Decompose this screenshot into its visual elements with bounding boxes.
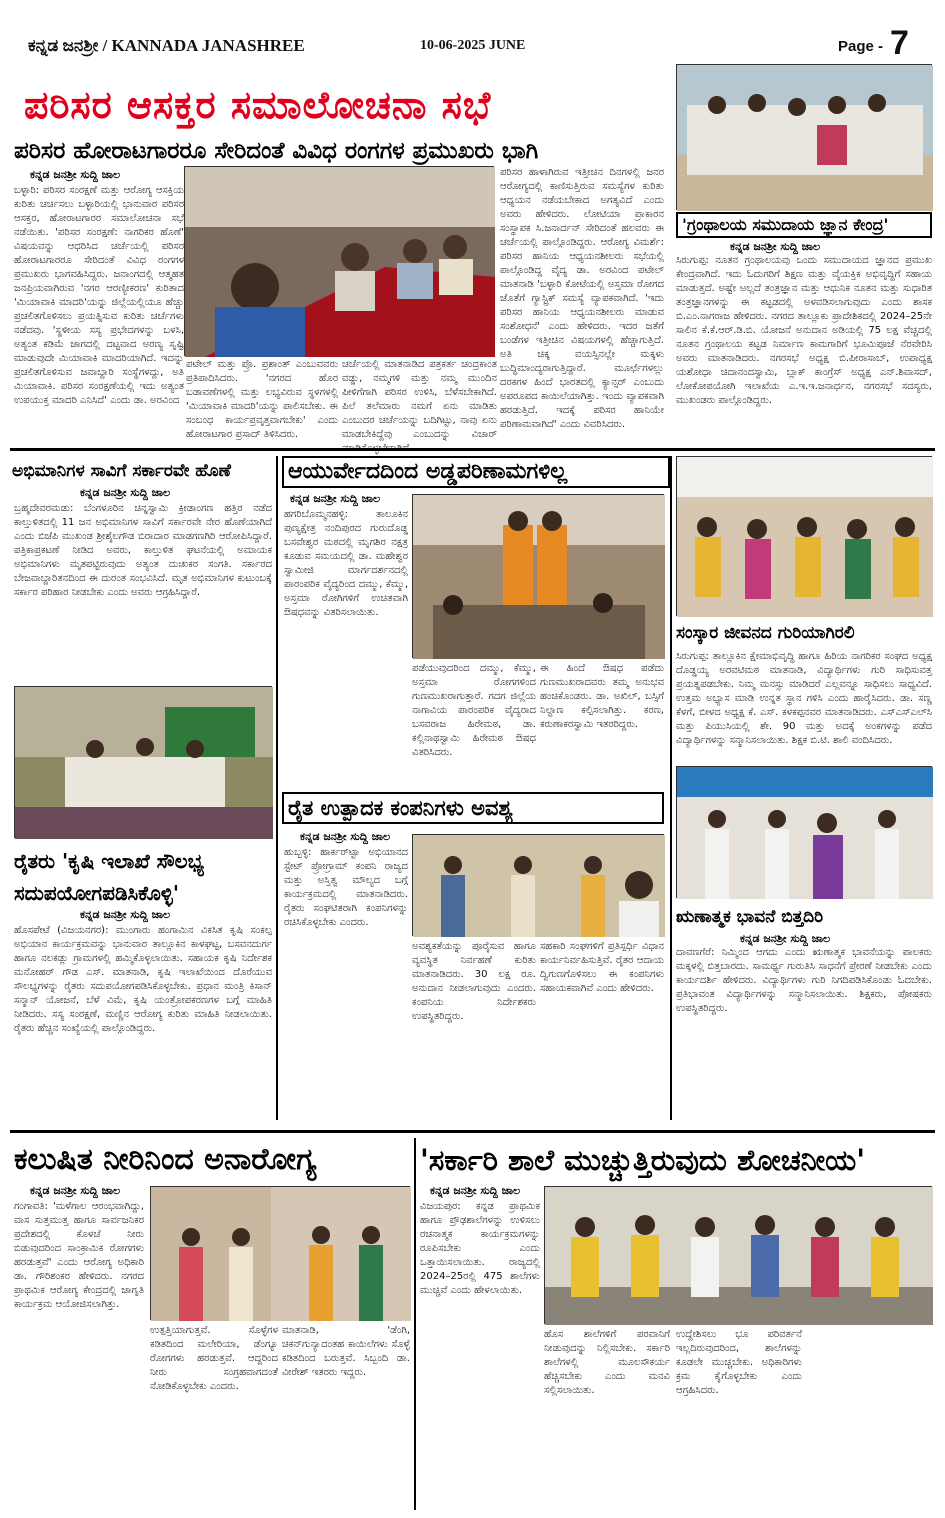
story9-col3: ಮಾತನಾಡಿ, 'ಡೆಂಗಿ, ಚಿಕನ್‌ಗುನ್ಯಾದಂತಹ ಕಾಯಿಲೆಗಳು ಸೊಳ್ಳೆ ಕಡಿತದಿಂದ ಬರುತ್ತವೆ. ಸಿಬ್ಬಂದಿ ಡಾ. ವೀರೇಶ್ ಇತರರು ಇದ್ದರು. xyxy=(282,1325,410,1378)
issue-date: 10-06-2025 JUNE xyxy=(420,38,526,53)
story1-byline: ಕನ್ನಡ ಜನಶ್ರೀ ಸುದ್ದಿ ಜಾಲ xyxy=(30,168,121,181)
story1-title: ಪರಿಸರ ಆಸಕ್ತರ ಸಮಾಲೋಚನಾ ಸಭೆ xyxy=(24,83,492,127)
story6-byline: ಕನ್ನಡ ಜನಶ್ರೀ ಸುದ್ದಿ ಜಾಲ xyxy=(80,908,171,921)
story9-col2: ಉತ್ಪತ್ತಿಯಾಗುತ್ತವೆ. ಸೊಳ್ಳೆಗಳ ಕಡಿತದಿಂದ ಮಲೇರಿಯಾ, ಡೆಂಗ್ಯೂ ರೋಗಗಳು ಹರಡುತ್ತವೆ. ಆದ್ದರಿಂದ ನೀರು ಸಂಗ್ರಹವಾಗದಂತೆ ನೋಡಿಕೊಳ್ಳಬೇಕು ಎಂದರು. xyxy=(150,1325,278,1392)
story1-col3: ಚರ್ಚೆಯಲ್ಲಿ ಮಾತನಾಡಿದ ಪತ್ರಕರ್ತ ಚಂದ್ರಕಾಂತ ವಡ್ಡು, ನಮ್ಮಗಳಿ ಮತ್ತು ನಮ್ಮ ಮುಂದಿನ ಪೀಳಿಗೆಗಾಗಿ ಪರಿಸರ ಉಳಿಸಿ, ಬೆಳೆಸಬೇಕಾಗಿದೆ. ಪಿಲೆ ತಲೆಮಾರು ನಮಗೆ ಏನು ಮಾಡಿತು ಎಂಬುದರ ಚರ್ಚೆಯನ್ನು ಬದಿಗಿಟ್ಟು, ನಾವು ಏನು ಮಾಡಬೇಕಿದ್ದೆವು ಎಂಬುದನ್ನು ವಿಚಾರ್ xyxy=(342,359,497,440)
story2-byline: ಕನ್ನಡ ಜನಶ್ರೀ ಸುದ್ದಿ ಜಾಲ xyxy=(730,240,821,253)
story8-title: ಋಣಾತ್ಮಕ ಭಾವನೆ ಬಿತ್ತದಿರಿ xyxy=(676,907,824,927)
paper-name-kannada: ಕನ್ನಡ ಜನಶ್ರೀ / xyxy=(28,36,108,55)
story4-col2: ಪಡೆಯುವುದರಿಂದ ದಮ್ಮು, ಕೆಮ್ಮು, ಅಸ್ತಮಾ ರೋಗಗಳಿಂದ ಗುಣಮುಖರಾಗುತ್ತಾರೆ. ಗದಗ ಜಿಲ್ಲೆಯ ನಾಗಾವಿಯ ಪಾರಂಪರಿಕ ವೈದ್ಯರಾದ ಬಸವರಾಜ ಹಿರೇಮಠ, ಡಾ. ಕಲ್ಲಿನಾಥಸ್ವಾಮಿ ಹಿರೇಮಠ ಔಷಧ ವಿತರಿಸಿದರು. xyxy=(412,663,536,758)
divider-col-bottom xyxy=(414,1138,416,1510)
story4-byline: ಕನ್ನಡ ಜನಶ್ರೀ ಸುದ್ದಿ ಜಾಲ xyxy=(290,492,381,505)
story7-title-box xyxy=(282,792,664,824)
divider-row3 xyxy=(10,1130,935,1133)
story8-text: ದಾವಣಗೆರೆ: ನಿಮ್ಮಿಂದ ಆಗದು ಎಂದು ಋಣಾತ್ಮಕ ಭಾವನೆಯನ್ನು ಪಾಲಕರು ಮಕ್ಕಳಲ್ಲಿ ಬಿತ್ತಬಾರದು. ಸಾಮರ್ಥ್ಯ ಗುರುತಿಸಿ ಸಾಧನೆಗೆ ಪ್ರೇರಣೆ ನೀಡಬೇಕು ಎಂದು ಕಾರ್ಯದರ್ಶಿ ಹೇಳಿದರು. ವಿದ್ಯಾರ್ಥಿಗಳು ಗುರಿ ನಿಗದಿಪಡಿಸಿಕೊಂಡು ಓದಬೇಕು. ಪ್ರತಿಭಾವಂತ ವಿದ್ಯಾರ್ಥಿಗಳನ್ನು ಸನ್ಮಾನಿಸಲಾಯಿತು. ಶಿಕ್ಷಕರು, ಪೋಷಕರು ಉಪಸ್ಥಿತರಿದ್ದರು. xyxy=(676,947,932,1014)
story3-title: ಅಭಿಮಾನಿಗಳ ಸಾವಿಗೆ ಸರ್ಕಾರವೇ ಹೊಣೆ xyxy=(12,461,231,481)
story7-photo xyxy=(412,834,664,936)
story2-title-box xyxy=(676,212,932,238)
story6-photo xyxy=(14,686,272,838)
story10-photo xyxy=(544,1186,932,1324)
story9-title: ಕಲುಷಿತ ನೀರಿನಿಂದ ಅನಾರೋಗ್ಯ xyxy=(14,1142,317,1177)
story1-col4: ಪರಿಸರ ಹಾಳಾಗಿರುವ ಇತ್ತೀಚಿನ ದಿನಗಳಲ್ಲಿ ಜನರ ಆರೋಗ್ಯದಲ್ಲಿ ಕಾಣಿಸುತ್ತಿರುವ ಸಮಸ್ಯೆಗಳ ಕುರಿತು ಆಧ್ಯಯನ ನಡೆಯಬೇಕಾದ ಅಗತ್ಯವಿದೆ ಎಂದು ಅವರು ಹೇಳಿದರು. ಲೋಟಿಯಾ ಪ್ರಾಕಾರನ ಸಂಸ್ಥಾಪಕ ಸಿ.ಜನಾರ್ದನ್ ಸೇರಿದಂತೆ ಹಲವರು ಈ ಚರ್ಚೆಯಲ್ಲಿ ಪಾಲ್ಗೊಂಡಿದ್ದರು. ಆರೋಗ್ಯ ವಿಮರ್ಶೆ: ಪರಿಸರ ಹಾನಿಯ ಆಧ್ಯಯನಶೀಲರು ಸಭೆಯಲ್ಲಿ ಪಾಲ್ಗೊಂಡಿದ್ದ ವೈದ್ಯ ಡಾ. ಅರವಿಂದ ಪಟೇಲ್ ಮಾತನಾಡಿ 'ಬಳ್ಳಾರಿ ಕೋಟೆಯಲ್ಲಿ ಅಸ್ತಮಾ ರೋಗದ ಜೊತೆಗೆ ಗ್ಯಾಸ್ಟ್ರಿಕ್ ಸಮಸ್ಯೆ ವ್ಯಾಪಕವಾಗಿದೆ. 'ಇದು ಪರಿಸರ ಹಾನಿಯ ಆಧ್ಯಯನಶೀಲರು ಮಾಡುವ ಸಂಶೋಧನೆ' ಎಂದು ಹೇಳಿದರು. ಇದರ ಜತೆಗೆ ಬಂಡೆಗಳ ಇತ್ತೀಚಿನ ವಿಷಯಗಳಲ್ಲಿ ಹೆಚ್ಚಾಗುತ್ತಿದೆ. ಅತಿ ಚಿಕ್ಕ ವಯಸ್ಸಿನಲ್ಲೇ ಮಕ್ಕಳು ಬುದ್ಧಿಮಾಂದ್ಯರಾಗುತ್ತಿದ್ದಾರೆ. ಮೂರ್ಛೆಗಳಲ್ಲು ದರಕಗಳ ಹಿಂದೆ ಭಾರತದಲ್ಲಿ ಕ್ಯಾನ್ಸರ್ ಎಂಬುದು ಅಪರೂಪದ ಕಾಯಿಲೆಯಾಗಿತ್ತು. ಇಂದು ವ್ಯಾಪಕವಾಗಿ ಹರಡುತ್ತಿದೆ. ಇದಕ್ಕೆ ಪರಿಸರ ಹಾನಿಯೇ ಪರಿಣಾಮವಾಗಿದೆ' ಎಂದು ವಿವರಿಸಿದರು. xyxy=(500,167,664,430)
story1-col2: ಪಟೇಲ್ ಮತ್ತು ಪ್ರೊ. ಪ್ರಶಾಂತ್ ಎಂಬುವವರು ಪ್ರತಿಪಾದಿಸಿದರು. 'ನಗರದ ಹೊರ ಬಡಾವಣೆಗಳಲ್ಲಿ ಮತ್ತು ಲಭ್ಯವಿರುವ ಸ್ಥಳಗಳಲ್ಲಿ 'ಮಿಯಾವಾಕಿ ಮಾದರಿ'ಯನ್ನು ಪಾಲಿಸಬೇಕು. ಈ ಸಂಬಂಧ ಕಾರ್ಯಪ್ರವೃತ್ತವಾಗಬೇಕು' ಎಂದು ಹೋರಾಟಗಾರ ಪ್ರಸಾದ್ ತಿಳಿಸಿದರು. xyxy=(186,359,338,440)
page-label: Page - xyxy=(838,38,884,55)
story2-title: 'ಗ್ರಂಥಾಲಯ ಸಮುದಾಯ ಜ್ಞಾನ ಕೇಂದ್ರ' xyxy=(682,215,889,234)
story7-title: ರೈತ ಉತ್ಪಾದಕ ಕಂಪನಿಗಳು ಅವಶ್ಯ xyxy=(288,796,513,820)
story2-photo xyxy=(676,64,932,210)
story2-text: ಸಿರುಗುಪ್ಪ: ನೂತನ ಗ್ರಂಥಾಲಯವು ಒಂದು ಸಮುದಾಯದ ಜ್ಞಾನದ ಪ್ರಮುಖ ಕೇಂದ್ರವಾಗಿದೆ. ಇದು ಓದುಗರಿಗೆ ಶಿಕ್ಷಣ ಮತ್ತು ವೈಯಕ್ತಿಕ ಅಭಿವೃದ್ಧಿಗೆ ಸಹಾಯ ಮಾಡುತ್ತದೆ. ಅಷ್ಟೇ ಅಲ್ಲದೆ ತಂತ್ರಜ್ಞಾನ ಮತ್ತು ಆಧುನಿಕ ನೂತನ ಮತ್ತು ಸುಧಾರಿತ ತಂತ್ರಜ್ಞಾನಗಳನ್ನು ಈ ಕಟ್ಟಡದಲ್ಲಿ ಅಳವಡಿಸಲಾಗುವುದು ಎಂದು ಶಾಸಕ ಬಿ.ಎಂ.ನಾಗರಾಜ ಹೇಳಿದರು. ನಗರದ ತಾಲ್ಲೂಕು ಪ್ರಾದೇಶಿಕದಲ್ಲಿ 2024–25ನೇ ಸಾಲಿನ ಕೆ.ಕೆ.ಆರ್.ಡಿ.ಬಿ. ಯೋಜನೆ ಅನುದಾನ ಅಡಿಯಲ್ಲಿ 75 ಲಕ್ಷ ವೆಚ್ಚದಲ್ಲಿ ನೂತನ ಗ್ರಂಥಾಲಯ ಕಟ್ಟಡ ನಿರ್ಮಾಣ ಕಾಮಗಾರಿಗೆ ಭೂಮಿಪೂಜೆ ನೆರವೇರಿಸಿ ಅವರು ಮಾತನಾಡಿದರು. ನಗರಸಭೆ ಅಧ್ಯಕ್ಷ ಬಿ.ಪೀರಾಸಾಬ್, ಉಪಾಧ್ಯಕ್ಷ ಯಶೋಧಾ ಚಿದಾನಂದಸ್ವಾಮಿ, ಬ್ಲಾಕ್ ಕಾಂಗ್ರೆಸ್ ಅಧ್ಯಕ್ಷ ಎನ್.ಶಿವಾಸದ್, ಲೋಕೋಪಯೋಗಿ ಇಲಾಖೆಯ ಎ.ಇ.ಇ.ಜನಾರ್ಧನ, ನಗರಸಭೆ ಸದಸ್ಯರು, ಮುಖಂಡರು ಪಾಲ್ಗೊಂಡಿದ್ದರು. xyxy=(676,255,932,406)
story6-text: ಹೊಸಪೇಟೆ (ವಿಜಯನಗರ): ಮುಂಗಾರು ಹಂಗಾಮಿನ ವಿಕಸಿತ ಕೃಷಿ ಸಂಕಲ್ಪ ಅಭಿಯಾನ ಕಾರ್ಯಕ್ರಮವನ್ನು ಭಾನುವಾರ ತಾಲ್ಲೂಕಿನ ಕಾಳಘಟ್ಟ, ಬಸವನದುರ್ಗ ಹಾಗೂ ನಲಕಡ್ಲು ಗ್ರಾಮಗಳಲ್ಲಿ ಹಮ್ಮಿಕೊಳ್ಳಲಾಯಿತು. ಸಹಾಯಕ ಕೃಷಿ ನಿರ್ದೇಶಕ ಮನೋಹರ್ ಗೌಡ ಎಸ್. ಮಾತನಾಡಿ, ಕೃಷಿ ಇಲಾಖೆಯಿಂದ ದೊರೆಯುವ ಸೌಲಭ್ಯಗಳನ್ನು ರೈತರು ಸದುಪಯೋಗಪಡಿಸಿಕೊಳ್ಳಬೇಕು. ಪ್ರಧಾನ ಮಂತ್ರಿ ಕಿಸಾನ್ ಸನ್ಮಾನ್ ಯೋಜನೆ, ಬೆಳೆ ವಿಮೆ, ಕೃಷಿ ಯಂತ್ರೋಪಕರಣಗಳ ಬಗ್ಗೆ ಮಾಹಿತಿ ನೀಡಿದರು. ಸಸ್ಯ ಸಂರಕ್ಷಣೆ, ಮಣ್ಣಿನ ಆರೋಗ್ಯ ಕುರಿತು ಮಾಹಿತಿ ನೀಡಲಾಯಿತು. ರೈತರು ಹೆಚ್ಚಿನ ಸಂಖ್ಯೆಯಲ್ಲಿ ಪಾಲ್ಗೊಂಡಿದ್ದರು. xyxy=(14,925,272,1034)
story10-col2: ಹೊಸ ಶಾಲೆಗಳಿಗೆ ಪರವಾನಿಗೆ ನೀಡುವುದನ್ನು ನಿಲ್ಲಿಸಬೇಕು. ಸರ್ಕಾರಿ ಶಾಲೆಗಳಲ್ಲಿ ಮೂಲಸೌಕರ್ಯ ಹೆಚ್ಚಿಸಬೇಕು ಎಂದು ಮನವಿ ಸಲ್ಲಿಸಲಾಯಿತು. xyxy=(544,1329,670,1396)
story5-text: ಸಿರುಗುಪ್ಪ: ತಾಲ್ಲೂಕಿನ ಕ್ಷೇಮಾಭಿವೃದ್ಧಿ ಹಾಗೂ ಹಿರಿಯ ನಾಗರಿಕರ ಸಂಘದ ಅಧ್ಯಕ್ಷ ದೊಡ್ಡಯ್ಯ ಅರವಟಿಮಠ ಮಾತನಾಡಿ, ವಿದ್ಯಾರ್ಥಿಗಳು ಗುರಿ ಸಾಧಿಸುವತ್ತ ಪ್ರಯತ್ನಪಡಬೇಕು. ನಿಮ್ಮ ಮನಸ್ಸು ಮಾಡಿದರೆ ಎಲ್ಲವನ್ನೂ ಸಾಧಿಸಲು ಸಾಧ್ಯವಿದೆ. ಉತ್ತಮ ಅಭ್ಯಾಸ ಮಾಡಿ ಉನ್ನತ ಸ್ಥಾನ ಗಳಿಸಿ ಎಂದು ಹಾರೈಸಿದರು. ಡಾ. ಸಣ್ಣ ಕೆಳಗೆ, ಬೀಳದ ಅಧ್ಯಕ್ಷ ಕೆ. ಎಸ್. ಕಳಕಪ್ಪನವರ ಮಾತನಾಡಿದರು. ಎಸ್ಎಸ್ಎಲ್‌ಸಿ ಮತ್ತು ಪಿಯುಸಿಯಲ್ಲಿ ಶೇ. 90 ಮತ್ತು ಅದಕ್ಕೆ ಅಂಕಗಳನ್ನು ಪಡೆದ ವಿದ್ಯಾರ್ಥಿಗಳನ್ನು ಸನ್ಮಾನಿಸಲಾಯಿತು. ಶಿಕ್ಷಕ ಬಿ.ಟಿ. ಶಾಲಿ ವಂದಿಸಿದರು. xyxy=(676,651,932,746)
story10-title: 'ಸರ್ಕಾರಿ ಶಾಲೆ ಮುಚ್ಚುತ್ತಿರುವುದು ಶೋಚನೀಯ' xyxy=(420,1143,866,1177)
page-number: 7 xyxy=(890,24,909,62)
story9-col1: ಗಂಗಾವತಿ: 'ಮಳೆಗಾಲ ಆರಂಭವಾಗಿದ್ದು, ವಾಸ ಸುತ್ತಮುತ್ತ ಹಾಗೂ ಸಾರ್ವಜನಿಕರ ಪ್ರದೇಶದಲ್ಲಿ ಕೊಳಚೆ ನೀರು ಬಿಡುವುದರಿಂದ ಸಾಂಕ್ರಾಮಿಕ ರೋಗಗಳು ಹರಡುತ್ತವೆ' ಎಂದು ಆರೋಗ್ಯ ಅಧಿಕಾರಿ ಡಾ. ಗೌರಿಶಂಕರ ಹೇಳಿದರು. ನಗರದ ಪ್ರಾಥಮಿಕ ಆರೋಗ್ಯ ಕೇಂದ್ರದಲ್ಲಿ ಜಾಗೃತಿ ಕಾರ್ಯಕ್ರಮ ಆಯೋಜಿಸಲಾಗಿತ್ತು. xyxy=(14,1201,144,1310)
paper-name-english: KANNADA JANASHREE xyxy=(111,36,305,55)
story3-byline: ಕನ್ನಡ ಜನಶ್ರೀ ಸುದ್ದಿ ಜಾಲ xyxy=(80,486,171,499)
story5-photo xyxy=(676,456,932,616)
story9-byline: ಕನ್ನಡ ಜನಶ್ರೀ ಸುದ್ದಿ ಜಾಲ xyxy=(30,1184,121,1197)
story3-text: ಬ್ರಹ್ಮದೇವರಮಡು: ಬೆಂಗಳೂರಿನ ಚಿನ್ನಸ್ವಾಮಿ ಕ್ರೀಡಾಂಗಣ ಹತ್ತಿರ ನಡೆದ ಕಾಲ್ತುಳಿತದಲ್ಲಿ 11 ಜನ ಅಭಿಮಾನಿಗಳ ಸಾವಿಗೆ ಸರ್ಕಾರವೇ ನೇರ ಹೊಣೆಯಾಗಿದೆ ಎಂದು ಬಿಜೆಪಿ ಮುಖಂಡ ಶ್ರೀಶೈಲಗೌಡ ಬಿರಾದಾರ ಮಾಡಗಣಗಿರಿ ಆರೋಪಿಸಿದ್ದಾರೆ. ಪತ್ರಿಕಾಪ್ರಕಟಣೆ ನೀಡಿದ ಅವರು, ಕಾಲ್ತುಳಿತ ಘಟನೆಯಲ್ಲಿ ಅಮಾಯಕ ಅಭಿಮಾನಿಗಳು ಮೃತಪಟ್ಟಿರುವುದು ಅತ್ಯಂತ ದುಃಖಕರ ಸಂಗತಿ. ಸರ್ಕಾರದ ಬೇಜವಾಬ್ದಾರಿತನದಿಂದ ಈ ದುರಂತ ಸಂಭವಿಸಿದೆ. ಮೃತ ಅಭಿಮಾನಿಗಳ ಕುಟುಂಬಕ್ಕೆ ಸರ್ಕಾರ ಪರಿಹಾರ ನೀಡಬೇಕು ಎಂದು ಅವರು ಆಗ್ರಹಿಸಿದ್ದಾರೆ. xyxy=(14,503,272,598)
story10-byline: ಕನ್ನಡ ಜನಶ್ರೀ ಸುದ್ದಿ ಜಾಲ xyxy=(430,1184,521,1197)
divider-col-right xyxy=(670,456,672,1120)
story9-photo xyxy=(150,1186,410,1320)
story7-col1: ಹುಬ್ಬಳ್ಳಿ: ಹಾರ್ಕರ್‌ಟ್ಟಾ ಅಭಿಯಾನದ ಸ್ಟೇಟ್ ಪ್ರೋಗ್ರಾಮ್ ಕಂಪನಿ ರಾಜ್ಯದ ಮತ್ತು ಅಸ್ತಿತ್ವ ಮೌಲ್ಯದ ಬಗ್ಗೆ ಕಾರ್ಯಕ್ರಮದಲ್ಲಿ ಮಾತನಾಡಿದರು. ರೈತರು ಸಂಘಟಿತರಾಗಿ ಕಂಪನಿಗಳನ್ನು ರಚಿಸಿಕೊಳ್ಳಬೇಕು ಎಂದರು. xyxy=(284,847,408,928)
story4-photo xyxy=(412,494,664,658)
story4-col1: ಹಗರಿಬೊಮ್ಮನಹಳ್ಳಿ: ತಾಲೂಕಿನ ಪುಣ್ಯಕ್ಷೇತ್ರ ನಂದಿಪುರದ ಗುರುದೊಡ್ಡ ಬಸವೇಶ್ವರ ಮಠದಲ್ಲಿ ಮೃಗಶಿರ ನಕ್ಷತ್ರ ಕೂಡುವ ಸಮಯದಲ್ಲಿ ಡಾ. ಮಹೇಶ್ವರ ಸ್ವಾಮೀಜಿ ಮಾರ್ಗದರ್ಶನದಲ್ಲಿ ಪಾರಂಪರಿಕ ವೈದ್ಯರಿಂದ ದಮ್ಮು, ಕೆಮ್ಮು, ಅಸ್ತಮಾ ರೋಗಿಗಳಿಗೆ ಉಚಿತವಾಗಿ ಔಷಧವನ್ನು ವಿತರಿಸಲಾಯಿತು. xyxy=(284,509,408,618)
masthead xyxy=(0,0,945,68)
story7-col2: ಅವಶ್ಯಕತೆಯನ್ನು ಪೂರೈಸುವ ಹಾಗೂ ವ್ಯವಸ್ಥಿತ ನಿರ್ವಹಣೆ ಕುರಿತು ಮಾತನಾಡಿದರು. 30 ಲಕ್ಷ ರೂ. ಅನುದಾನ ನೀಡಲಾಗುವುದು ಎಂದರು. ಕಂಪನಿಯ ನಿರ್ದೇಶಕರು ಉಪಸ್ಥಿತರಿದ್ದರು. xyxy=(412,941,536,1022)
divider-row1 xyxy=(10,448,935,451)
story8-photo xyxy=(676,766,932,898)
story4-title: ಆಯುರ್ವೇದದಿಂದ ಅಡ್ಡಪರಿಣಾಮಗಳಿಲ್ಲ xyxy=(288,459,568,484)
story6-title-line2: ಸದುಪಯೋಗಪಡಿಸಿಕೊಳ್ಳಿ' xyxy=(14,881,180,905)
paper-name xyxy=(28,36,305,56)
divider-col-left xyxy=(276,456,278,1120)
story10-col3: ಉದ್ದೇಶಿಸಲು ಭೂ ಪರಿವರ್ತನೆ ಇಲ್ಲದಿರುವುದರಿಂದ, ಶಾಲೆಗಳನ್ನು ಕೂಡಲೇ ಮುಚ್ಚಬೇಕು. ಅಧಿಕಾರಿಗಳು ಕ್ರಮ ಕೈಗೊಳ್ಳಬೇಕು ಎಂದು ಆಗ್ರಹಿಸಿದರು. xyxy=(676,1329,802,1396)
story6-title-line1: ರೈತರು 'ಕೃಷಿ ಇಲಾಖೆ ಸೌಲಭ್ಯ xyxy=(14,849,205,873)
story7-col3: ಸಹಕಾರಿ ಸಂಘಗಳಿಗೆ ಪ್ರತಿಸ್ಪರ್ಧಿ ವಿಧಾನ ಕಾರ್ಯನಿರ್ವಹಿಸುತ್ತಿವೆ. ರೈತರ ಆದಾಯ ದ್ವಿಗುಣಗೊಳಿಸಲು ಈ ಕಂಪನಿಗಳು ಸಹಾಯಕವಾಗಿವೆ ಎಂದು ಹೇಳಿದರು. xyxy=(540,941,664,994)
story1-photo xyxy=(184,166,494,356)
story5-title: ಸಂಸ್ಕಾರ ಜೀವನದ ಗುರಿಯಾಗಿರಲಿ xyxy=(676,623,855,643)
story1-col1: ಬಳ್ಳಾರಿ: ಪರಿಸರ ಸಂರಕ್ಷಣೆ ಮತ್ತು ಆರೋಗ್ಯ ಆಸಕ್ತಿಯ ಕುರಿತು ಚರ್ಚಿಸಲು ಬಳ್ಳಾರಿಯಲ್ಲಿ ಭಾನುವಾರ ಪರಿಸರ ಆಸಕ್ತರ, ಹೋರಾಟಗಾರರ ಸಮಾಲೋಚನಾ ಸಭೆ ನಡೆಯಿತು. 'ಪರಿಸರ ಸಂರಕ್ಷಣೆ: ನಾಗರಿಕರ ಹೊಣೆ' ವಿಷಯವನ್ನು ಆಧರಿಸಿದ ಚರ್ಚೆಯಲ್ಲಿ ಪರಿಸರ ಹೋರಾಟಗಾರರೂ ಸೇರಿದಂತೆ ವಿವಿಧ ರಂಗಗಳ ಪ್ರಮುಖರು ಭಾಗವಹಿಸಿದ್ದರು. ಜನಾಂಗದಲ್ಲಿ ಆತ್ಮಹತ ಜನಪ್ರಿಯವಾಗಿರುವ 'ನಗರ ಆರಣ್ಯೀಕರಣ' ಕುರಿತಾದ 'ಮಿಯಾವಾಕಿ ಮಾದರಿ'ಯನ್ನು ಜಿಲ್ಲೆಯಲ್ಲಿಯೂ ಹೆಚ್ಚು ಪ್ರಚಲಿತಗೊಳಿಸಲು ಪ್ರಯತ್ನಿಸುವ ಕುರಿತು ಚರ್ಚೆಗಳು ನಡೆದವು. 'ಸ್ಥಳೀಯ ಸಸ್ಯ ಪ್ರಭೇದಗಳನ್ನು ಬಳಸಿ, ಅತ್ಯಂತ ಕಡಿಮೆ ಜಾಗದಲ್ಲಿ ದಟ್ಟವಾದ ಅರಣ್ಯ ಸೃಷ್ಟಿ ಮಾಡುವುದೇ ಮಿಯಾವಾಕಿ ಮಾದರಿಯಾಗಿದೆ. ಇದನ್ನು ಪ್ರಚಲಿತಗೊಳಿಸುವ ಜವಾಬ್ದಾರಿ ಸಂಸ್ಥೆಗಳದ್ದು, ಅತಿ ಮಿಯಾವಾಕಿ. ಪರಿಸರ ಸಂರಕ್ಷಣೆಯಲ್ಲಿ ಇದು ಅತ್ಯಂತ ಉಪಯುಕ್ತ ಮಾದರಿ ಎನಿಸಿದೆ' ಎಂದು ಡಾ. ಅರವಿಂದ xyxy=(14,185,184,406)
story4-col3: ಈ ಹಿಂದೆ ಔಷಧ ಪಡೆದು ಗುಣಮುಖರಾದವರು ತಮ್ಮ ಅನುಭವ ಹಂಚಿಕೊಂಡರು. ಡಾ. ಅಖಿಲ್, ಬಸ್ಸಿಗೆ ನಿಲ್ದಾಣ ಕಲ್ಪಿಸಲಾಗಿತ್ತು. ಕರಣ, ಕರುಣಾಕರಸ್ವಾಮಿ ಇತರರಿದ್ದರು. xyxy=(540,663,664,730)
story1-subtitle: ಪರಿಸರ ಹೋರಾಟಗಾರರೂ ಸೇರಿದಂತೆ ವಿವಿಧ ರಂಗಗಳ ಪ್ರಮುಖರು ಭಾಗಿ xyxy=(14,138,539,164)
story10-col1: ವಿಜಯಪುರ: ಕನ್ನಡ ಪ್ರಾಥಮಿಕ ಹಾಗೂ ಪ್ರೌಢಶಾಲೆಗಳನ್ನು ಉಳಿಸಲು ರಚನಾತ್ಮಕ ಕಾರ್ಯಕ್ರಮಗಳನ್ನು ರೂಪಿಸಬೇಕು ಎಂದು ಒತ್ತಾಯಿಸಲಾಯಿತು. ರಾಜ್ಯದಲ್ಲಿ 2024–25ರಲ್ಲಿ 475 ಶಾಲೆಗಳು ಮುಚ್ಚಿವೆ ಎಂದು ಹೇಳಲಾಯಿತು. xyxy=(420,1201,540,1296)
story4-title-box xyxy=(282,456,670,488)
story8-byline: ಕನ್ನಡ ಜನಶ್ರೀ ಸುದ್ದಿ ಜಾಲ xyxy=(740,932,831,945)
story7-byline: ಕನ್ನಡ ಜನಶ್ರೀ ಸುದ್ದಿ ಜಾಲ xyxy=(300,830,391,843)
